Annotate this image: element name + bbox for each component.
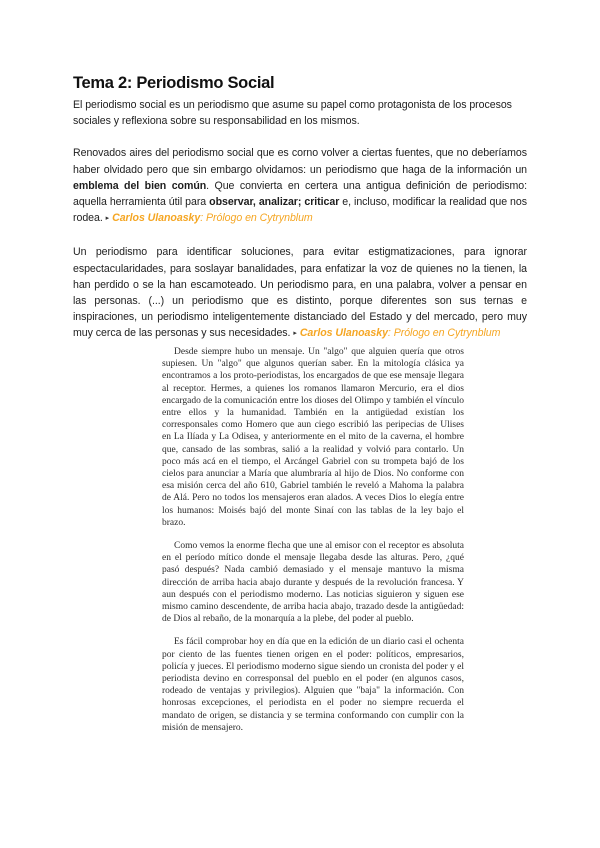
triangle-right-icon: ▸ [293, 330, 297, 338]
quote1-ref-author: Carlos Ulanoasky [112, 212, 201, 225]
quote2-reference-link[interactable] [293, 327, 500, 339]
quote-paragraph-1 [73, 145, 527, 227]
intro-paragraph: El periodismo social es un periodismo que asume su papel como protagonista de los procesos sociales y reflexiona sobre su responsabilidad en los mismos. [73, 99, 512, 128]
quote1-text-b: . Que convierta en certera una antigua definición de periodismo: aquella herramienta útil para [73, 179, 527, 209]
quote1-bold-a: emblema del bien común [73, 179, 207, 192]
scan-paragraph-3: Es fácil comprobar hoy en día que en la edición de un diario casi el ochenta por ciento de las fuentes tienen origen en el poder: políticos, empresarios, policía y jueces. El periodismo moderno sigue siendo un cronista del poder y el periodista devino en corresponsal del pueblo en el poder (en algunos casos, rodeado de ventajas y privilegios). Alguien que "baja" la información. Con honrosas excepciones, el periodista en el poder no siempre recuerda el mandato de origen, se distancia y se termina conformando con cumplir con la misión de mensajero. [162, 637, 464, 733]
quote1-reference-link[interactable] [106, 212, 313, 224]
page-title: Tema 2: Periodismo Social [73, 74, 275, 92]
quote1-text-a: Renovados aires del periodismo social que es corno volver a ciertas fuentes, que no deberíamos haber olvidado pero que sin embargo olvidamos: un periodismo que haga de la información un [73, 147, 527, 176]
quote2-ref-author: Carlos Ulanoasky [299, 327, 388, 340]
quote1-text-c: e, incluso, modificar la realidad que nos rodea. [73, 196, 527, 225]
quote-paragraph-2 [73, 244, 527, 342]
scan-paragraph-1: Desde siempre hubo un mensaje. Un "algo" que alguien quería que otros supiesen. Un "algo" que algunos querían saber. En la mitología clásica ya encontramos a los proto-periodistas, los encargados de que ese mensaje llegara al receptor. Hermes, a quienes los romanos llamaron Mercurio, era el dios encargado de la comunicación entre los dioses del Olimpo y también el vínculo entre ellos y la humanidad. También en la antigüedad existían los corresponsales como Homero que aun ciego escribió las peripecias de Ulises en La Ilíada y La Odisea, y anteriormente en el mito de la caverna, el hombre que, cansado de las sombras, salió a la realidad y volvió para contarlo. Un poco más acá en el tiempo, el Arcángel Gabriel con su trompeta bajó de los cielos para anunciar a María que alumbraría al hijo de Dios. No conforme con esa misión cerca del año 610, Gabriel también le reveló a Mahoma la palabra de Alá. Pero no todos los mensajeros eran alados. A veces Dios lo elegía entre los humanos: Moisés bajó del monte Sinaí con las tablas de la ley bajo el brazo. [162, 347, 464, 528]
quote1-ref-source: : Prólogo en Cytrynblum [200, 212, 313, 225]
quote2-ref-source: : Prólogo en Cytrynblum [387, 327, 501, 340]
quote1-bold-b: observar, analizar; criticar [209, 196, 340, 209]
scanned-book-excerpt [162, 346, 464, 734]
document-page [73, 74, 527, 343]
triangle-right-icon: ▸ [105, 215, 110, 223]
scan-paragraph-2: Como vemos la enorme flecha que une al emisor con el receptor es absoluta en el período mítico donde el mensaje llegaba desde las alturas. Pero, ¿qué pasó después? Nada cambió demasiado y el mensaje mantuvo la misma dirección de arriba hacia abajo durante y después de la revolución francesa. Y aun después con el periodismo moderno. Las noticias siguieron y siguen ese mismo camino descendente, de arriba hacia abajo, trazado desde la antigüedad: de Dios al rebaño, de la monarquía a la plebe, del poder al pueblo. [162, 541, 464, 625]
quote2-text: Un periodismo para identificar soluciones, para evitar estigmatizaciones, para ignorar espectacularidades, para soslayar banalidades, para enfatizar la voz de quienes no la tienen, la han perdido o se la han escamoteado. Un periodismo para, en una palabra, volver a pensar en las personas. (...) un periodismo que es distinto, porque diferentes son sus ternas e inspiraciones, un periodismo inteligentemente distanciado del Estado y del mercado, pero muy muy cerca de las personas y sus necesidades. [73, 246, 527, 340]
